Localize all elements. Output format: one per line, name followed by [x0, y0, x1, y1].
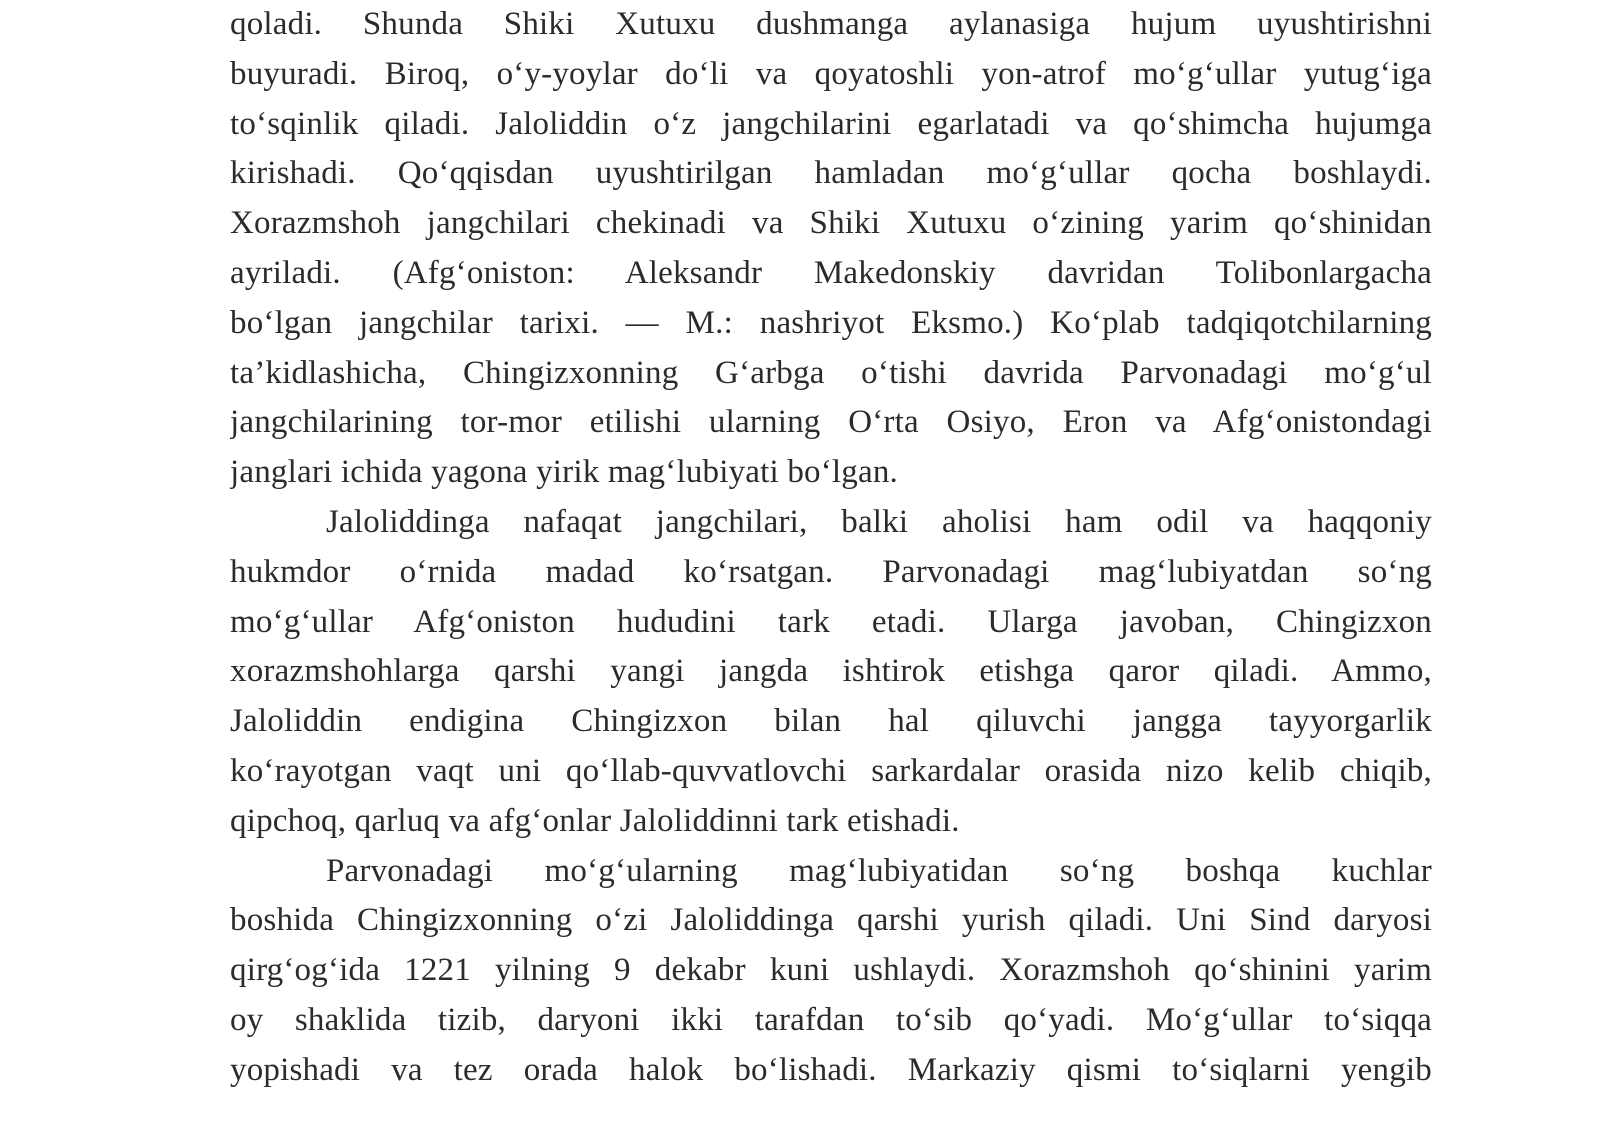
document-page [230, 0, 1432, 1096]
text-line: Jaloliddinga nafaqat jangchilari, balki aholisi ham odil va haqqoniy [326, 503, 1432, 540]
text-line: buyuradi. Biroq, o‘y-yoylar do‘li va qoyatoshli yon-atrof mo‘g‘ullar yutug‘iga [230, 55, 1432, 92]
text-line: Xorazmshoh jangchilari chekinadi va Shiki Xutuxu o‘zining yarim qo‘shinidan [230, 205, 1432, 242]
text-line: ayriladi. (Afg‘oniston: Aleksandr Makedonskiy davridan Tolibonlargacha [230, 254, 1432, 291]
text-line: qipchoq, qarluq va afg‘onlar Jaloliddinni tark etishadi. [230, 802, 960, 839]
text-line: yopishadi va tez orada halok bo‘lishadi. Markaziy qismi to‘siqlarni yengib [230, 1051, 1432, 1088]
text-line: qirg‘og‘ida 1221 yilning 9 dekabr kuni ushlaydi. Xorazmshoh qo‘shinini yarim [230, 952, 1432, 989]
text-line: Parvonadagi mo‘g‘ularning mag‘lubiyatidan so‘ng boshqa kuchlar [326, 852, 1432, 889]
paragraph-2 [230, 498, 1432, 847]
text-line: hukmdor o‘rnida madad ko‘rsatgan. Parvonadagi mag‘lubiyatdan so‘ng [230, 553, 1432, 590]
paragraph-1 [230, 0, 1432, 498]
text-line: to‘sqinlik qiladi. Jaloliddin o‘z jangchilarini egarlatadi va qo‘shimcha hujumga [230, 105, 1432, 142]
text-line: jangchilarining tor-mor etilishi ularning O‘rta Osiyo, Eron va Afg‘onistondagi [230, 404, 1432, 441]
text-line: oy shaklida tizib, daryoni ikki tarafdan to‘sib qo‘yadi. Mo‘g‘ullar to‘siqqa [230, 1001, 1432, 1038]
text-line: kirishadi. Qo‘qqisdan uyushtirilgan hamladan mo‘g‘ullar qocha boshlaydi. [230, 155, 1432, 192]
text-line: ko‘rayotgan vaqt uni qo‘llab-quvvatlovchi sarkardalar orasida nizo kelib chiqib, [230, 752, 1432, 789]
paragraph-3 [230, 847, 1432, 1096]
text-line: ta’kidlashicha, Chingizxonning G‘arbga o‘tishi davrida Parvonadagi mo‘g‘ul [230, 354, 1432, 391]
text-line: boshida Chingizxonning o‘zi Jaloliddinga qarshi yurish qiladi. Uni Sind daryosi [230, 902, 1432, 939]
text-line: janglari ichida yagona yirik mag‘lubiyati bo‘lgan. [230, 454, 898, 491]
text-line: bo‘lgan jangchilar tarixi. — M.: nashriyot Eksmo.) Ko‘plab tadqiqotchilarning [230, 304, 1432, 341]
text-line: xorazmshohlarga qarshi yangi jangda ishtirok etishga qaror qiladi. Ammo, [230, 653, 1432, 690]
text-line: mo‘g‘ullar Afg‘oniston hududini tark etadi. Ularga javoban, Chingizxon [230, 603, 1432, 640]
text-line: Jaloliddin endigina Chingizxon bilan hal qiluvchi jangga tayyorgarlik [230, 703, 1432, 740]
text-line: qoladi. Shunda Shiki Xutuxu dushmanga aylanasiga hujum uyushtirishni [230, 6, 1432, 42]
